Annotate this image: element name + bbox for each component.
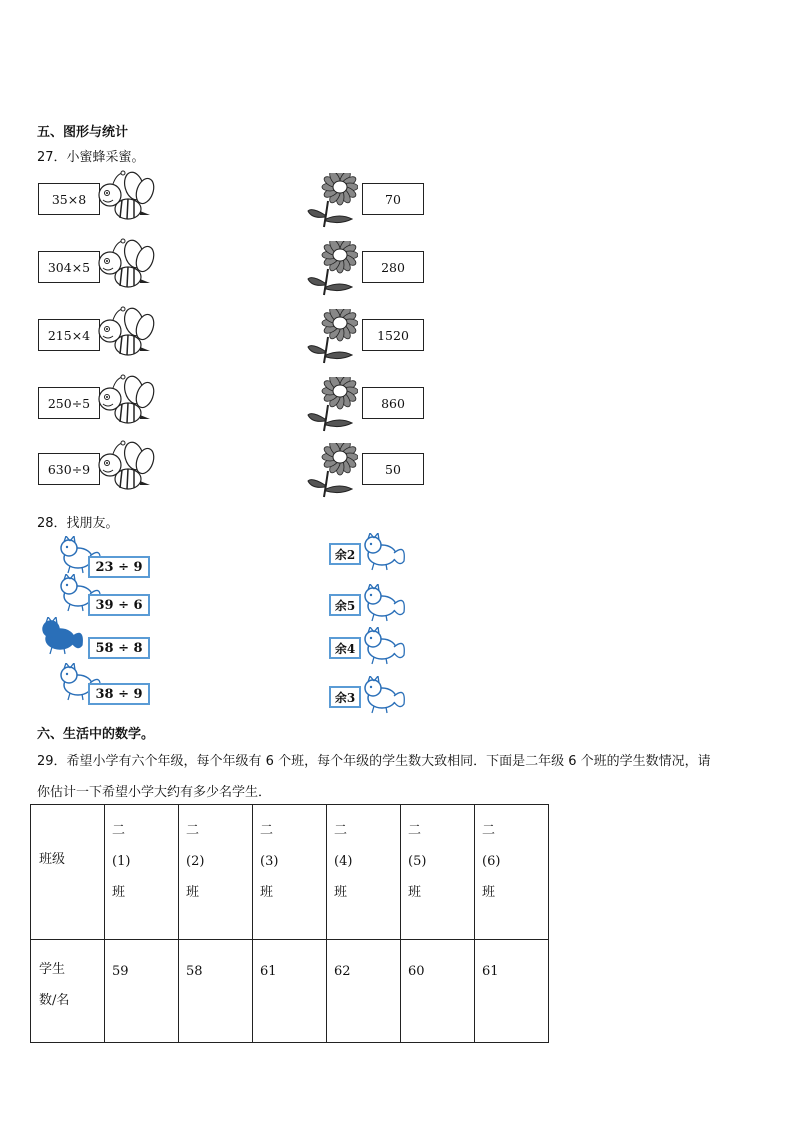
bee-expression-box: 630÷9 [38,453,100,485]
bee-icon [98,305,156,365]
question-28-prompt: 28．找朋友。 [37,516,119,531]
flower-icon [306,443,358,503]
student-count-cell: 59 [105,940,179,1043]
flower-value-box: 280 [362,251,424,283]
class-header-cell: 二 (4) 班 [327,805,401,940]
bee-expression-box: 215×4 [38,319,100,351]
section-title-6: 六、生活中的数学。 [37,727,155,742]
bee-icon [98,439,156,499]
table-row-students [31,940,549,1043]
question-29-prompt-line2: 你估计一下希望小学大约有多少名学生． [37,785,272,800]
flower-value-box: 1520 [362,319,424,351]
division-card: 23 ÷ 9 [88,556,150,578]
mouse-icon [360,676,410,718]
bee-expression-box: 304×5 [38,251,100,283]
class-header-cell: 二 (5) 班 [401,805,475,940]
flower-icon [306,309,358,369]
student-count-cell: 61 [475,940,549,1043]
dog-icon [360,584,410,626]
remainder-card: 余4 [329,637,361,659]
flower-value-box: 50 [362,453,424,485]
bee-expression-box: 35×8 [38,183,100,215]
squirrel-icon [38,617,88,659]
class-header-cell: 二 (3) 班 [253,805,327,940]
bee-icon [98,237,156,297]
question-29-prompt-line1: 29．希望小学有六个年级，每个年级有 6 个班，每个年级的学生数大致相同．下面是二年级 6 个班的学生数情况，请 [37,754,711,769]
table-row-classes [31,805,549,940]
remainder-card: 余5 [329,594,361,616]
student-count-cell: 62 [327,940,401,1043]
class-header-cell: 二 (2) 班 [179,805,253,940]
remainder-card: 余2 [329,543,361,565]
section-title-5: 五、图形与统计 [37,125,129,140]
student-count-cell: 61 [253,940,327,1043]
row-label-class: 班级 [31,805,105,940]
fox-icon [360,533,410,575]
flower-icon [306,241,358,301]
student-count-cell: 58 [179,940,253,1043]
student-count-table [30,804,549,1043]
bee-icon [98,169,156,229]
class-header-cell: 二 (6) 班 [475,805,549,940]
division-card: 38 ÷ 9 [88,683,150,705]
bee-icon [98,373,156,433]
bee-expression-box: 250÷5 [38,387,100,419]
squirrel-icon [360,627,410,669]
division-card: 58 ÷ 8 [88,637,150,659]
question-27-prompt: 27．小蜜蜂采蜜。 [37,150,145,165]
flower-icon [306,377,358,437]
class-header-cell: 二 (1) 班 [105,805,179,940]
flower-value-box: 860 [362,387,424,419]
remainder-card: 余3 [329,686,361,708]
flower-value-box: 70 [362,183,424,215]
student-count-cell: 60 [401,940,475,1043]
row-label-students: 学生 数/名 [31,940,105,1043]
division-card: 39 ÷ 6 [88,594,150,616]
flower-icon [306,173,358,233]
